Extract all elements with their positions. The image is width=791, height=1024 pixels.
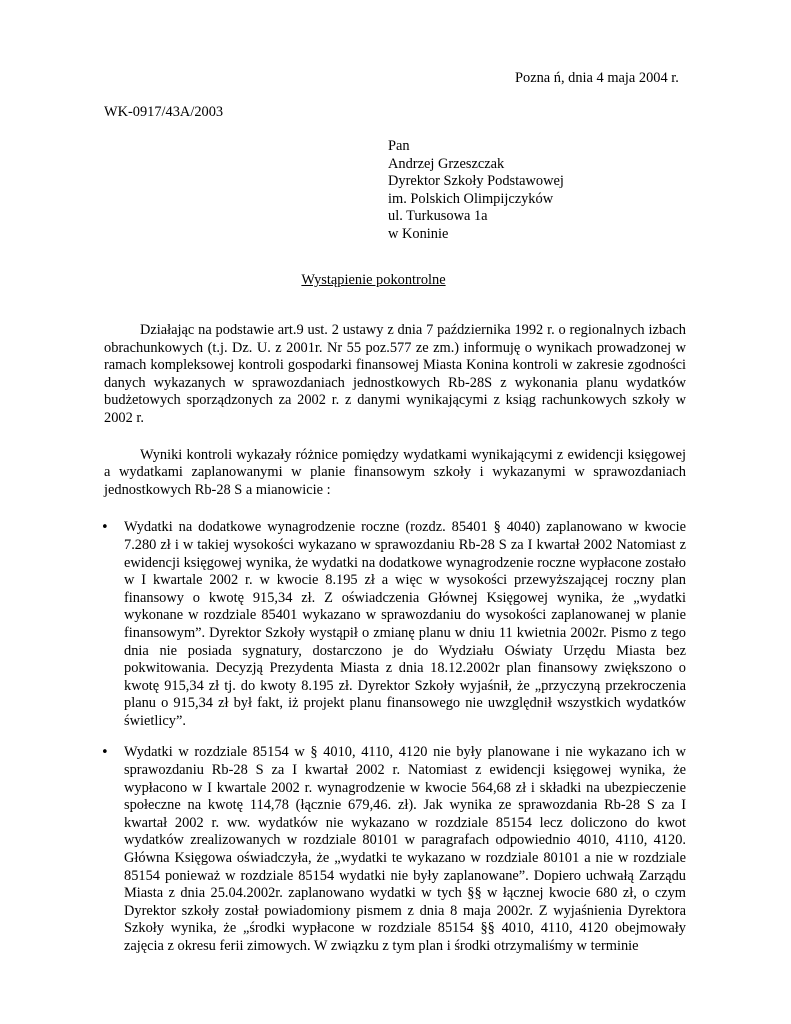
recipient-line: im. Polskich Olimpijczyków (388, 190, 554, 207)
reference-number: WK-0917/43A/2003 (104, 104, 224, 120)
recipient-line: ul. Turkusowa 1a (388, 208, 488, 225)
list-item (101, 519, 686, 730)
list-item-text: Wydatki w rozdziale 85154 w § 4010, 4110, 4120 nie były planowane i nie wykazano ich w sprawozdaniu Rb-28 S za I kwartał 2002 r. Natomiast z ewidencji księgowej wynika, że wypłacono w I kwartale 2002 r. wynagrodzenie w kwocie 564,68 zł i składki na ubezpieczenie społeczne na kwotę 114,78 (łącznie 679,46. zł). Jak wynika ze sprawozdania Rb-28 S za I kwartał 2002 r. ww. wydatków nie wykazano w rozdziale 85154 lecz doliczono do kwot wydatków zrealizowanych w rozdziale 80101 w paragrafach odpowiednio 4010, 4110, 4120. Główna Księgowa oświadczyła, że „wydatki te wykazano w rozdziale 80101 a nie w rozdziale 85154 ponieważ w rozdziale 85154 wydatki nie były zaplanowane”. Dopiero uchwałą Zarządu Miasta z dnia 25.04.2002r. zaplanowano wydatki w tych §§ w łącznej kwocie 680 zł, o czym Dyrektor szkoły został powiadomiony pismem z dnia 8 maja 2002r. Z wyjaśnienia Dyrektora Szkoły wynika, że „środki wypłacone w rozdziale 85154 §§ 4010, 4110, 4120 obejmowały zajęcia z okresu ferii zimowych. W związku z tym plan i środki otrzymaliśmy w terminie (124, 744, 686, 954)
recipient-line: Dyrektor Szkoły Podstawowej (388, 173, 564, 190)
bullet-icon: • (101, 520, 109, 536)
place-date: Pozna ń, dnia 4 maja 2004 r. (515, 70, 679, 86)
recipient-line: Pan (388, 138, 410, 154)
bullet-icon: • (101, 745, 109, 761)
document-body (101, 322, 686, 970)
recipient-address (388, 138, 564, 244)
bullet-list (101, 519, 686, 955)
list-item (101, 744, 686, 955)
document-title: Wystąpienie pokontrolne (301, 272, 446, 288)
list-item-text: Wydatki na dodatkowe wynagrodzenie roczne (rozdz. 85401 § 4040) zaplanowano w kwocie 7.280 zł i w takiej wysokości wykazano w sprawozdaniu Rb-28 S za I kwartał 2002 Natomiast z ewidencji księgowej wynika, że wydatki na dodatkowe wynagrodzenie roczne wypłacone zostało w I kwartale 2002 r. w kwocie 8.195 zł a więc w wysokości przewyższającej roczny plan finansowy o kwotę 915,34 zł. Z oświadczenia Głównej Księgowej wynika, że „wydatki wykonane w rozdziale 85401 wykazano w sprawozdaniu do wysokości zaplanowanej w planie finansowym”. Dyrektor Szkoły wystąpił o zmianę planu w dniu 11 kwietnia 2002r. Pismo z tego dnia nie posiada sygnatury, dostarczono je do Wydziału Oświaty Urzędu Miasta bez pokwitowania. Decyzją Prezydenta Miasta z dnia 18.12.2002r plan finansowy zwiększono o kwotę 915,34 zł tj. do kwoty 8.195 zł. Dyrektor Szkoły wyjaśnił, że „przyczyną przekroczenia planu o 915,34 zł był fakt, iż projekt planu finansowego nie uwzględnił wszystkich wydatków świetlicy”. (124, 519, 686, 729)
paragraph: Wyniki kontroli wykazały różnice pomiędzy wydatkami wynikającymi z ewidencji księgowej a wydatkami zaplanowanymi w planie finansowym szkoły i wykazanymi w sprawozdaniach jednostkowych Rb-28 S a mianowicie : (104, 446, 686, 498)
paragraph: Działając na podstawie art.9 ust. 2 ustawy z dnia 7 października 1992 r. o regionalnych izbach obrachunkowych (t.j. Dz. U. z 2001r. Nr 55 poz.577 ze zm.) informuję o wynikach prowadzonej w ramach kompleksowej kontroli gospodarki finansowej Miasta Konina kontroli w zakresie zgodności danych wykazanych w sprawozdaniach jednostkowych Rb-28S z wykonania planu wydatków budżetowych sporządzonych za 2002 r. z danymi wynikającymi z ksiąg rachunkowych szkoły w 2002 r. (104, 322, 686, 426)
recipient-line: w Koninie (388, 225, 449, 242)
document-title-wrapper (0, 272, 747, 289)
recipient-line: Andrzej Grzeszczak (388, 155, 505, 172)
